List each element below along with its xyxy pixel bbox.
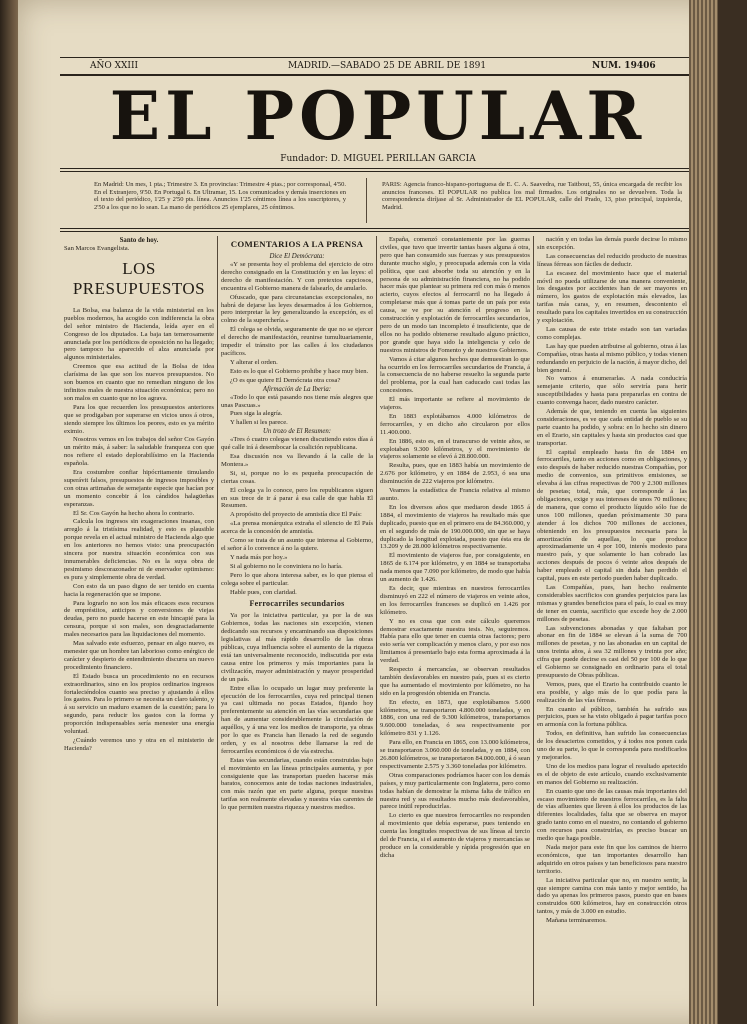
paragraph: Las consecuencias del reducido producto de nuestras líneas férreas son fáciles de deducir. bbox=[537, 252, 687, 268]
paragraph: El Sr. Cos Gayón ha hecho ahora lo contrario. bbox=[73, 509, 195, 517]
newspaper-page bbox=[18, 0, 718, 1024]
paragraph: «Todo lo que está pasando nos tiene más alegres que unas Pascuas.» bbox=[221, 393, 373, 409]
paragraph: Además de que, teniendo en cuenta las siguientes consideraciones, es ve que cada entidad de pueblo se su parte cuanto ha podido, y sobra: en lo hecho sin dinero en el Erario, sin capitales y hasta sin productos casi que transportar. bbox=[537, 408, 687, 447]
paragraph: Ya por la iniciativa particular, ya por la de sus Gobiernos, todas las naciones sin excepción, vienen dedicando sus recursos y encaminando sus disposiciones legislativas al más rápido desarrollo de las obras públicas, cuya influencia sobre el aumento de la riqueza está tan universalmente reconocido, indiscutida por esta causa entre los primeros y más importantes para la civilización, mayor administración y mayor prosperidad de un país. bbox=[221, 612, 373, 683]
saints-text: San Marcos Evangelista. bbox=[64, 245, 130, 252]
column-3 bbox=[380, 236, 530, 1006]
paragraph: Para ello, en Francia en 1865, con 13.000 kilómetros, se transportaron 3.060.000 de toneladas, y en 1884, con 26.800 kilómetros, se transportaron 84.000.000, á ó sean respectivamente 2.575 y 3.360 toneladas por kilómetro. bbox=[380, 739, 530, 770]
paragraph: El colega ya lo conoce, pero los republicanos siguen en sus trece de ir á parar á esa calle de que habla El Resumen. bbox=[221, 486, 373, 510]
paragraph: La escasez del movimiento hace que el material móvil no pueda utilizarse de una manera conveniente, los desgastes por accidentes han de ser mayores en número, los gastos de explotación más elevados, las tarifas más caras, y, en resumen, descontento el resultado para los capitales invertidos en su construcción y explotación. bbox=[537, 269, 687, 325]
paragraph: Las causas de este triste estado son tan variadas como complejas. bbox=[537, 325, 687, 341]
article-ferrocarriles-end bbox=[537, 236, 687, 925]
founder-line: Fundador: D. MIGUEL PERILLAN GARCIA bbox=[280, 154, 476, 164]
paragraph: El Estado busca un procedimiento no en recursos extraordinarios, sino en los propios ordinarios ingresos fortaleciéndolos cuanto sea preciso y ajustando á ellos los gastos. Para lo primero se necesita un claro talento, y á su servicio un maduro examen de la cuestión; para lo segundo, para reducir los gastos con la forma y proporción indispensables sería menester una energía voluntad. bbox=[64, 672, 214, 736]
paragraph: Vamos á citar algunos hechos que demuestran lo que ha ocurrido en los ferrocarriles secundarios de Francia, á la consecuencia de no haberse resuelto la segunda parte del problema, por la cual han caducado casi todas las concesiones. bbox=[380, 355, 530, 395]
paragraph: Pues siga la alegría. bbox=[230, 410, 283, 418]
paragraph: ¿O es que quiere El Demócrata otra cosa? bbox=[230, 376, 341, 384]
quote-label-democrata: Dice El Demócrata: bbox=[269, 253, 325, 260]
paragraph: El movimiento de viajeros fue, por consiguiente, en 1865 de 6.174 por kilómetro, y en 1884 se transportaba nada menos que 7.090 por kilómetro, de modo que había un aumento de 1.426. bbox=[380, 552, 530, 584]
paragraph: Las subvenciones abonadas y que faltaban por abonar en fin de 1884 se elevan á la suma de 700 millones de pesetas, y no las abonadas en un capital de unos treinta años, á sea 32 millones y treinta por año; cifra que puede decirse es casi del 50 por 100 de lo que el Gobierno se consignado en ordinario para el total presupuesto de Obras públicas. bbox=[537, 624, 687, 679]
saints-title: Santo de hoy. bbox=[119, 237, 159, 244]
subscription-prices: En Madrid: Un mes, 1 pta.; Trimestre 3. En provincias: Trimestre 4 ptas.; por corresponsal, 4'50. En el Extranjero, 9'50. En Portugal 6. En Ultramar, 15. Los comunicados y demás inserciones en el texto del periódico, 1'25 y 2'50 pts. línea. Anuncios 1'25 céntimos línea a los suscriptores, y 2'50 a los que no lo sean. La mano de periódicos 25 ejemplares, 25 céntimos. bbox=[94, 181, 346, 211]
headline-ferrocarriles: Ferrocarriles secundarios bbox=[249, 599, 345, 609]
paragraph: Si, si, porque no lo es pequeña preocupación de ciertas cosas. bbox=[221, 469, 373, 485]
paragraph: Si al gobierno no le conviniera no lo haría. bbox=[230, 562, 343, 570]
paragraph: Uno de los medios para lograr el resultado apetecido es el de objeto de este artículo, cuando exclusivamente en manos del Gobierno su realización. bbox=[537, 762, 687, 786]
paragraph: Otras comparaciones podríamos hacer con los demás países, y muy particularmente con Inglaterra, pero como todas habían de demostrar la misma falta de tráfico en nuestra red y sus resultados mucho más desfavorables, parece inútil reproducirlas. bbox=[380, 771, 530, 811]
section-resumen bbox=[221, 436, 373, 596]
paragraph: Las Compañías, pues, han hecho realmente considerables sacrificios con grandes perjuicios para las mismas y grandes beneficios para el país, lo cual es muy de tener en cuenta, sacrificio que excede hoy de 2.000 millones de pesetas. bbox=[537, 583, 687, 623]
article-presupuestos bbox=[64, 307, 214, 753]
paragraph: Pero lo que ahora interesa saber, es lo que piensa el colega sobre el particular. bbox=[221, 571, 373, 587]
paragraph: nación y en todas las demás puede decirse lo mismo sin excepción. bbox=[537, 236, 687, 251]
paragraph: Resulta, pues, que en 1883 había un movimiento de 2.676 por kilómetro, y en 1884 de 2.953, ó sea una disminución de 222 viajeros por kilómetro. bbox=[380, 462, 530, 486]
paragraph: En cuanto al público, también ha sufrido sus perjuicios, pues se ha visto obligado á pagar tarifas poco en armonía con la fortuna pública. bbox=[537, 705, 687, 729]
quote-label-resumen: Un trozo de El Resumen: bbox=[262, 428, 332, 436]
paragraph: Respecto á mercancías, se observan resultados también desfavorables en nuestro país, pues si es cierto que ha aumentado el movimiento por kilómetro, no ha sido en la progresión obtenida en Francia. bbox=[380, 666, 530, 697]
paragraph: Nosotros vemos en los trabajos del señor Cos Gayón un mérito más, á saber: la saludable franqueza con que nos refiere el estado deplorabilísimo en la Hacienda española. bbox=[64, 436, 214, 468]
paragraph: España, comenzó constantemente por las guerras civiles, que tuvo que invertir tantas bases alguna á otra, pero que han consumido sus fuerzas y sus presupuestos durante mucho siglo, y preocupada además con la vida política, que casi absorbe toda su atención y en la persona de su administración financiera, no ha podido hacer más que plantear su primera red con más ó menos acierto, cuyos efectos al ferrocarril no ha llegado á completarse más que á tomas parte de un país por esta causa, se ve por su atención el progreso en la construcción y explotación de ferrocarriles secundarios, pero de un modo tan incompleto é insuficiente, que de ellos no ha podido obtenerse resultado alguno práctico, por grande que haya sido la inteligencia y celo de nuestros ministros de Fomento y de nuestros Gobiernos. bbox=[380, 236, 530, 354]
paragraph: Mañana terminaremos. bbox=[546, 917, 607, 925]
year-label: AÑO XXIII bbox=[90, 61, 139, 71]
paragraph: «Y se presenta hoy el problema del ejercicio de otro derecho consignado en la Constitución y en las leyes: el derecho de manifestación. Y con pretextos capciosos, encuentra el Gobierno manera de falsearlo, de anularlo. bbox=[221, 261, 373, 292]
paragraph: «Tres ó cuatro colegas vienen discutiendo estos días á qué calle irá á desembocar la coalición republicana. bbox=[221, 436, 373, 452]
paragraph: Todos, en definitiva, han sufrido las consecuencias de los desaciertos cometidos, y á todos nos ponen cada uno de su parte, lo que le corresponda para modificarlos y mejorarlos. bbox=[537, 730, 687, 761]
masthead-title: EL POPULAR bbox=[109, 77, 647, 155]
issue-number: NUM. 19406 bbox=[592, 61, 656, 71]
paragraph: Mas salvado este esfuerzo, pensar en algo nuevo, es menester que un hombre tan laborioso como enérgico de carácter y despierto de entendimiento discurra un nuevo procedimiento financiero. bbox=[64, 640, 214, 671]
dateline: MADRID.—SABADO 25 DE ABRIL DE 1891 bbox=[288, 61, 487, 71]
paragraph: Nada mejor para este fin que los caminos de hierro económicos, que tan importantes desarrollo han adquirido en otros países y tan beneficiosos para nuestro territorio. bbox=[537, 843, 687, 875]
paragraph: Esto es lo que el Gobierno prohibe y hace muy bien. bbox=[230, 367, 369, 375]
paragraph: Como se trata de un asunto que interesa al Gobierno, el señor á lo convence á no la quiere. bbox=[221, 537, 373, 552]
paragraph: En cuanto que uno de las causas más importantes del escaso movimiento de nuestros ferrocarriles, es la falta de vías afluentes que lleven á ellos los productos de las diferentes localidades, falta que se observa en mayor grado tanto como en el nuestro, no contando el gobierno con recursos para construirlas, es preciso buscar un medio que haga posible. bbox=[537, 787, 687, 843]
paragraph: Era costumbre confiar hipócritamente timulando superávit falsos, presupuestos de ingresos imposibles y con otras artimañas de semejante especie que hacían por un momento concebir á los cándidos halagüeñas esperanzas. bbox=[64, 469, 214, 508]
quote-label-iberia: Afirmación de La Iberia: bbox=[262, 385, 332, 393]
paragraph: Y alterar el orden. bbox=[230, 358, 278, 366]
paragraph: Esa discusión nos va llevando á la calle de la Montera.» bbox=[221, 453, 373, 468]
paragraph: En los diversos años que mediaron desde 1865 á 1884, el movimiento de viajeros ha resultado más que duplicado, puesto que en el primero era de 84.360.000, y en el segundo de más de 190.000.000, sin que se haya duplicado la longitud explotada, puesto que ésta era de 13.209 y de 28.000 kilómetros respectivamente. bbox=[380, 503, 530, 551]
column-1 bbox=[64, 236, 214, 1006]
column-4 bbox=[537, 236, 687, 1006]
article-ferrocarriles bbox=[221, 612, 373, 812]
paragraph: Calcula los ingresos sin exageraciones insanas, con arreglo á la tristísima realidad, y esto es plausible porque revela en el actual ministro de Hacienda algo que en los anteriores no hemos visto: una preocupación sincera por nuestra situación económica con sus innumerables deficiencias. No es la suya obra de pesimismo descorazonador ni de enervador optimismo: es pura y simplemente obra de verdad. bbox=[64, 518, 214, 581]
paragraph: Vemos, pues, que el Erario ha contribuido cuanto le era posible, y algo más de lo que podía para la realización de las vías férreas. bbox=[537, 680, 687, 704]
paragraph: En efecto, en 1873, que explotábamos 5.600 kilómetros, se transportaron 4.800.000 toneladas, y en 1886, con una red de 9.300 kilómetros, transportamos 9.600.000 toneladas, ó sea respectivamente por kilómetro 831 y 1.126. bbox=[380, 698, 530, 738]
paragraph: Estas vías secundarias, cuando están construidas bajo el movimiento en las líneas principales aumenta, y por consiguiente que las transportan pueden hacerse más baratos, conocemos ante de todas naciones industriales, con más razón que en parte alguna, porque nuestras tarifas son realmente elevadas y nuestra vías carentes de lo que permiten nuestra riqueza y nuestros medios. bbox=[221, 756, 373, 812]
paragraph: Creemos que esa actitud de la Bolsa de idea clarísima de las que son los nuevos presupuestos. No son buenos en cuanto que no remedian ninguno de los infinitos males de nuestra situación económica; pero no son malos en cuanto que no los agrava. bbox=[64, 363, 214, 402]
paragraph: Y nada más por hoy.» bbox=[230, 553, 288, 561]
article-ferrocarriles-cont bbox=[380, 236, 530, 860]
page-edges bbox=[689, 0, 718, 1024]
paragraph: Es decir, que mientras en nuestros ferrocarriles disminuyó en 222 el número de viajeros en veinte años, en los ferrocarriles franceses se duplicó en 1.426 por kilómetro. bbox=[380, 584, 530, 616]
paragraph: Entre ellas lo ocupado un lugar muy preferente la ejecución de los ferrocarriles, cuya red principal tienen ya casi ultimada no pocas Estados, fijando hoy preferentemente su atención en las vías secundarias que han de aumentar considerablemente la circulación de aquéllos, y á una vez los medios de transporte, ya obras por lo que es Francia han llenado la red de segundo orden, y es al nosotros debe llamarse la red de ferrocarriles económicos ó de vía estrecha. bbox=[221, 684, 373, 755]
paragraph: Ofuscado, que para circunstancias excepcionales, no habrá de dejarse las leyes desarmados á los Gobiernos, pero interpretar la ley generalizando la excepción, es el colmo de la superchería.» bbox=[221, 293, 373, 325]
paragraph: Las hay que pueden atribuirse al gobierno, otras á las Compañías, otras hasta al mismo público, y todas vienen redundando en perjuicio de la nación, á mayor dicho, del bien general. bbox=[537, 342, 687, 374]
paragraph: La Bolsa, esa balanza de la vida ministerial en los pueblos modernos, ha acogido con indiferencia la obra del señor ministro de Hacienda, leída ayer en el Congreso de los diputados. La baja tan temerosamente anunciada por los periódicos de oposición no ha llegado; pero tampoco ha aparecido el alza anunciada por algunos ministeriales. bbox=[64, 306, 214, 362]
paragraph: ¿Cuándo veremos uno y otra en el ministerio de Hacienda? bbox=[64, 736, 214, 752]
paragraph: Para los que recuerden los presupuestos anteriores que se prodigaban por superarse en vicios unos á otros, siendo siempre los últimos los peores, esto es ya mérito eximio. bbox=[64, 403, 214, 435]
paragraph: Veamos la estadística de Francia relativa al mismo asunto. bbox=[380, 487, 530, 502]
paragraph: Lo cierto es que nuestros ferrocarriles no responden al movimiento que debía esperarse, pues teniendo en cuenta las longitudes respectivas de sus líneas al tercio del de Francia, si el aumento de viajeros y mercancías se produce en la considerable y rápida progresión que en dicha bbox=[380, 812, 530, 859]
paris-agency-notice: PARIS: Agencia franco-hispano-portuguesa de E. C. A. Saavedra, rue Taitbout, 55, única encargada de recibir los anuncios franceses. El POPULAR no publica los mal firmados. Los originales no se devuelven. Toda la correspondencia diríjase al Sr. Administrador de EL POPULAR, calle del Prado, 13, piso principal, izquierda, Madrid. bbox=[382, 181, 682, 211]
paragraph: Y hallen si les parece. bbox=[230, 419, 288, 427]
paragraph: «La prensa monárquica extraña el silencio de El País acerca de la concesión de amnistía. bbox=[221, 520, 373, 536]
column-2 bbox=[221, 236, 373, 1006]
section-democrata bbox=[221, 261, 373, 385]
paragraph: Para lograrlo no son los más eficaces esos recursos de empréstitos, anticipos y conversiones de viejas deudas, pero no puede hacerse en este hincapié para la censura, porque si son males, son desgraciadamente males necesarios para las liquidaciones del momento. bbox=[64, 599, 214, 639]
paragraph: Hable pues, con claridad. bbox=[230, 588, 297, 596]
paragraph: El capital empleado hasta fin de 1884 en ferrocarriles, tanto en acciones como en obligaciones, y esto después de haber reducido nuestras Compañías, por medio de convenios, sus primitivos emisiones, se elevaba á las cifras respectivas de 700 y 2.300 millones de pesetas; total, más, que corresponde á las obligaciones, exige y sus intereses de unos 70 millones; de manera, que como el producto líquido sólo fue de unos 100 millones, quedan próximamente 30 para atender á los dichos 700 millones de acciones, obteniendo en los presupuestos necesaria para la amortización de aquellas, lo que produce aproximadamente un 4 por 100, interés modesto para nuestro país, y que solamente lo han cobrado las acciones después de pocos ó veinte años después de haber empleado el capital sin duda han perdido el capital, pues en este periodo pueden haber duplicado. bbox=[537, 448, 687, 583]
headline-comentarios: COMENTARIOS A LA PRENSA bbox=[230, 239, 364, 249]
paragraph: En 1883 explotábamos 4.000 kilómetros de ferrocarriles, y en dicho año circularon por ellos 11.400.000. bbox=[380, 412, 530, 436]
paragraph: En 1886, esto es, en el transcurso de veinte años, se explotaban 9.300 kilómetros, y el movimiento de viajeros solamente se elevó á 28.800.000. bbox=[380, 437, 530, 461]
paragraph: A propósito del proyecto de amnistía dice El País: bbox=[230, 511, 362, 519]
headline-presupuestos: LOS PRESUPUESTOS bbox=[72, 258, 206, 298]
paragraph: No vamos á enumerarlas. A nada conduciría semejante criterio, que sólo serviría para herir susceptibilidades y hasta para prepararlas en contra de cuanto convenga hacer, dado nuestro carácter. bbox=[537, 375, 687, 407]
section-iberia bbox=[221, 394, 373, 428]
paragraph: Y no es cosa que con este cálculo queremos demostrar exactamente nuestra tesis. No, seguiremos. Había para ello que tener en cuenta otras factores; pero esto sería ver complicación y menos claro, y por eso nos limitamos á presentarlo bajo esta forma aproximada á la verdad. bbox=[380, 617, 530, 665]
paragraph: La iniciativa particular que no, en nuestro sentir, la que siempre camina con más tanto y mejor sentido, ha dado ya apenas los primeros pasos, puesto que en bases construidos 600 kilómetros, hay en construcción otros tantos, y más de 3.000 en estudio. bbox=[537, 876, 687, 916]
paragraph: El más importante se refiere al movimiento de viajeros. bbox=[380, 396, 530, 412]
paragraph: Con esto da un paso digno de ser tenido en cuenta hacia la regeneración que se impone. bbox=[64, 582, 214, 598]
paragraph: El colega se olvida, seguramente de que no se ejercer el derecho de manifestación, reunirse tumultuariamente, impedir el tránsito por las calles á los ciudadanos pacíficos. bbox=[221, 326, 373, 357]
